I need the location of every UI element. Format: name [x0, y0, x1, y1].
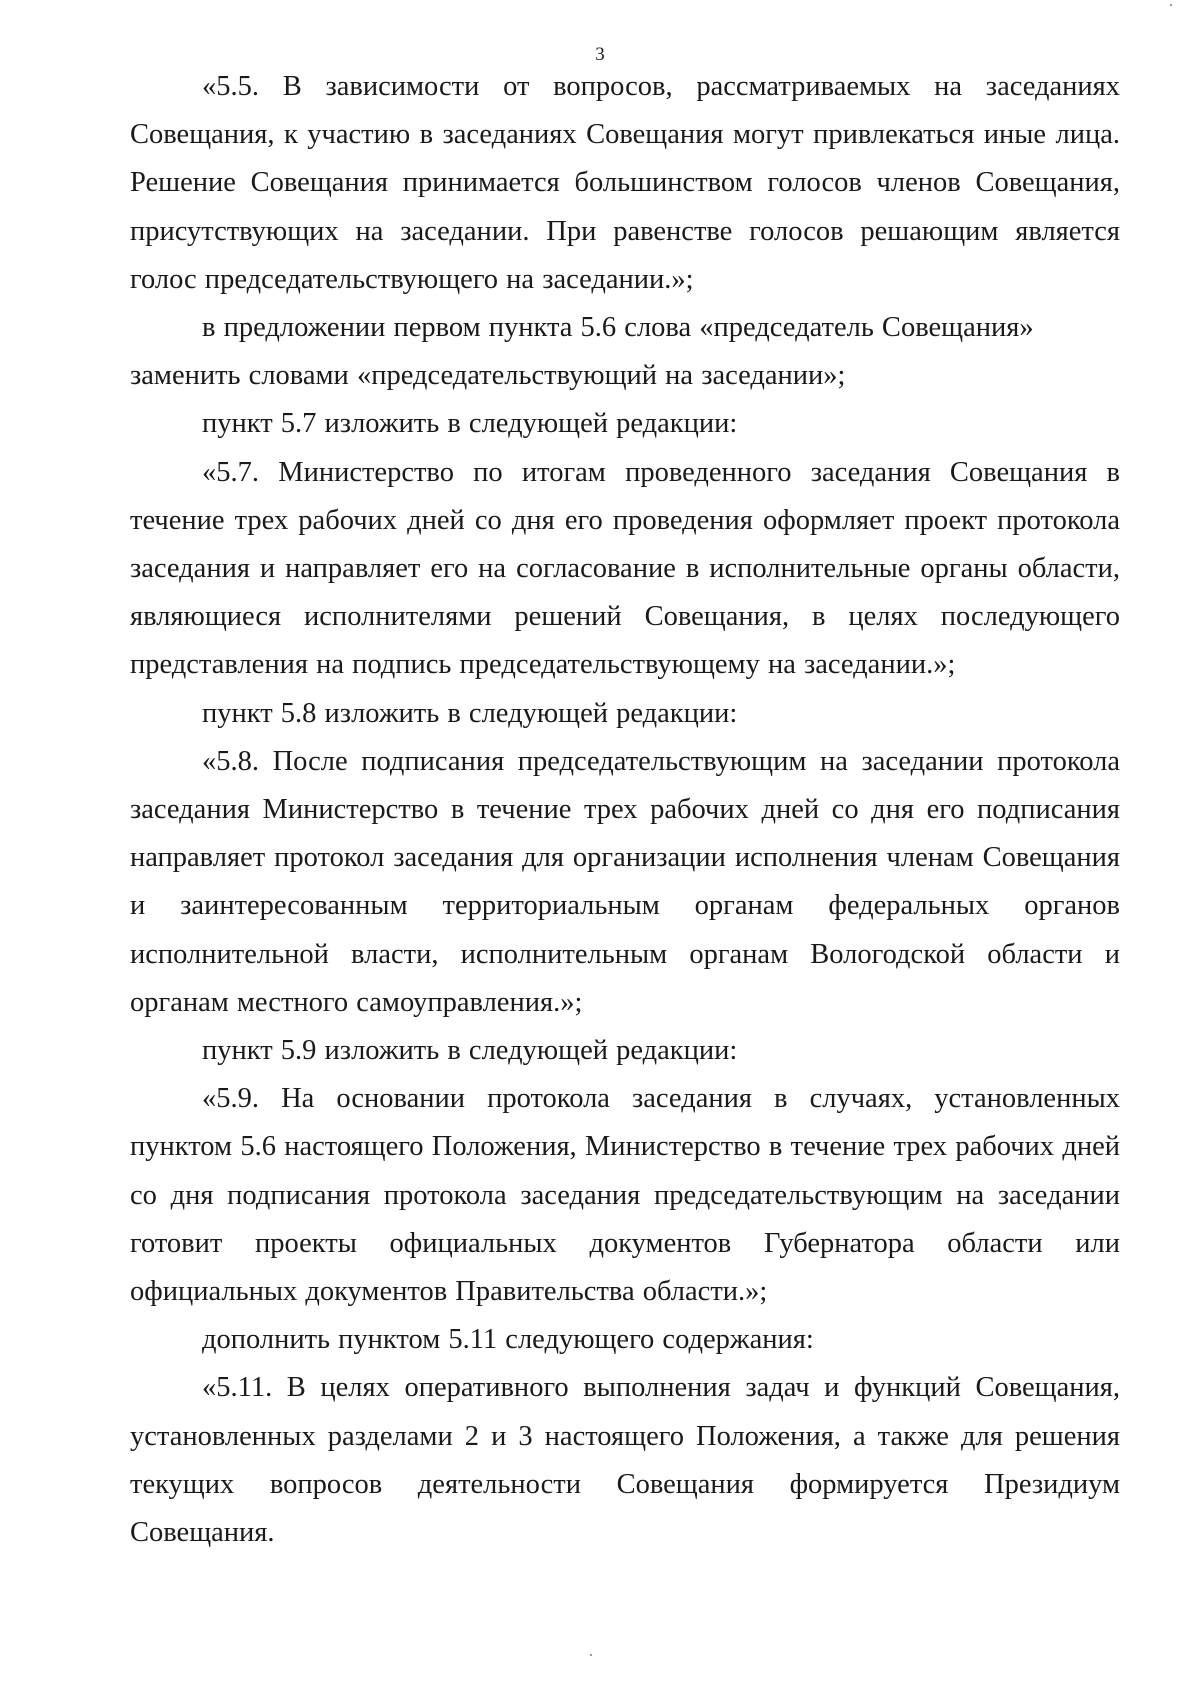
paragraph-5-9: «5.9. На основании протокола заседания в случаях, установленных пунктом 5.6 настоящего Положения, Министерство в течение трех рабочих дней со дня подписания протокола заседания председательствующим на заседании готовит проекты официальных документов Губернатора области или официальных документов Правительства области.»;	[130, 1083, 1120, 1308]
paragraph-5-11: «5.11. В целях оперативного выполнения задач и функций Совещания, установленных разделами 2 и 3 настоящего Положения, а также для решения текущих вопросов деятельности Совещания формируется Президиум Совещания.	[130, 1372, 1120, 1549]
page-number: 3	[595, 44, 605, 65]
instruction-5-6: в предложении первом пункта 5.6 слова «председатель Совещания» заменить словами «председательствующий на заседании»;	[130, 312, 1034, 392]
paragraph-5-7: «5.7. Министерство по итогам проведенного заседания Совещания в течение трех рабочих дней со дня его проведения оформляет проект протокола заседания и направляет его на согласование в исполнительные органы области, являющиеся исполнителями решений Совещания, в целях последующего представления на подпись председательствующему на заседании.»;	[130, 456, 1120, 681]
instruction-5-8: пункт 5.8 изложить в следующей редакции:	[202, 697, 738, 729]
instruction-5-9: пункт 5.9 изложить в следующей редакции:	[202, 1035, 738, 1067]
paragraph-5-5: «5.5. В зависимости от вопросов, рассматриваемых на заседаниях Совещания, к участию в заседаниях Совещания могут привлекаться иные лица. Решение Совещания принимается большинством голосов членов Совещания, присутствующих на заседании. При равенстве голосов решающим является голос председательствующего на заседании.»;	[130, 71, 1120, 295]
document-body	[130, 63, 1120, 1557]
instruction-5-7: пункт 5.7 изложить в следующей редакции:	[202, 408, 738, 440]
scan-speck	[590, 1654, 592, 1656]
paragraph-5-8: «5.8. После подписания председательствующим на заседании протокола заседания Министерство в течение трех рабочих дней со дня его подписания направляет протокол заседания для организации исполнения членам Совещания и заинтересованным территориальным органам федеральных органов исполнительной власти, исполнительным органам Вологодской области и органам местного самоуправления.»;	[130, 745, 1120, 1018]
scan-speck	[1170, 4, 1172, 6]
instruction-5-11: дополнить пунктом 5.11 следующего содержания:	[202, 1324, 814, 1356]
